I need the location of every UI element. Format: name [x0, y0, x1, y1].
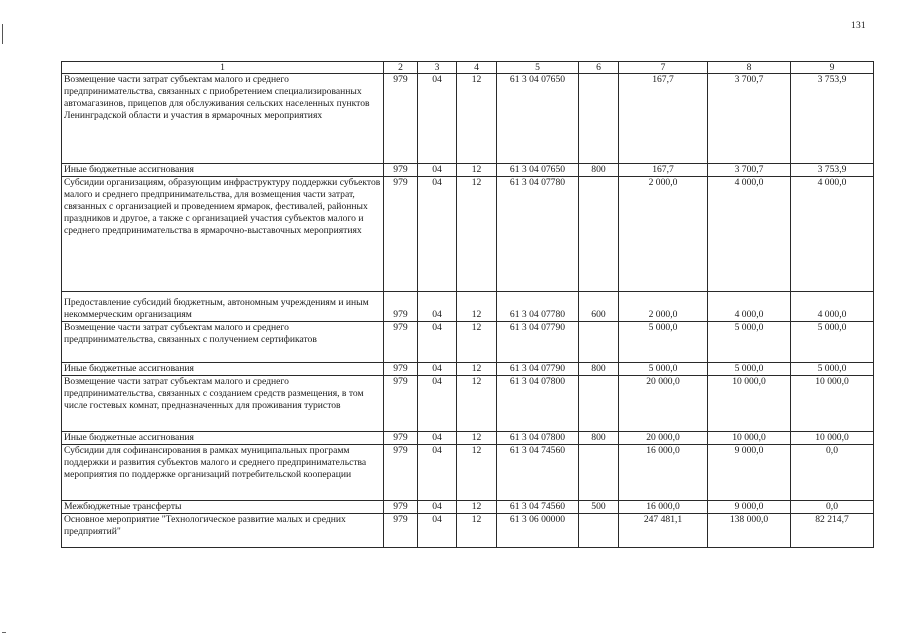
target-article-cell: 61 3 04 07790 — [497, 363, 579, 376]
target-article-cell: 61 3 04 74560 — [497, 445, 579, 501]
section-cell: 04 — [418, 376, 457, 432]
amount-cell: 4 000,0 — [708, 292, 791, 322]
column-header: 6 — [579, 62, 619, 74]
expense-type-cell — [579, 74, 619, 164]
amount-cell: 3 700,7 — [708, 74, 791, 164]
column-header: 9 — [791, 62, 874, 74]
column-header: 5 — [497, 62, 579, 74]
section-cell: 04 — [418, 363, 457, 376]
amount-cell: 10 000,0 — [791, 432, 874, 445]
amount-cell: 10 000,0 — [708, 432, 791, 445]
amount-cell: 4 000,0 — [791, 292, 874, 322]
table-row — [62, 432, 874, 445]
amount-cell: 5 000,0 — [619, 322, 708, 363]
amount-cell: 5 000,0 — [708, 363, 791, 376]
amount-cell: 5 000,0 — [791, 363, 874, 376]
row-name-cell: Субсидии для софинансирования в рамках муниципальных программ поддержки и развития субъектов малого и среднего предпринимательства мероприятия по поддержке организаций потребительской кооперации — [62, 445, 384, 501]
amount-cell: 247 481,1 — [619, 514, 708, 548]
table-row — [62, 292, 874, 322]
amount-cell: 3 700,7 — [708, 164, 791, 177]
subsection-cell: 12 — [457, 445, 497, 501]
scan-edge-mark — [2, 24, 3, 44]
subsection-cell: 12 — [457, 376, 497, 432]
amount-cell: 138 000,0 — [708, 514, 791, 548]
row-name-cell: Возмещение части затрат субъектам малого и среднего предпринимательства, связанных с получением сертификатов — [62, 322, 384, 363]
row-name-cell: Субсидии организациям, образующим инфраструктуру поддержки субъектов малого и среднего предпринимательства, для возмещения части затрат, связанных с организацией и проведением ярмарок, фестивалей, районных праздников и другое, а также с организацией участия субъектов малого и среднего предпринимательства в ярмарочно-выставочных мероприятиях — [62, 177, 384, 292]
amount-cell: 10 000,0 — [708, 376, 791, 432]
amount-cell: 5 000,0 — [619, 363, 708, 376]
admin-code-cell: 979 — [384, 164, 418, 177]
amount-cell: 4 000,0 — [708, 177, 791, 292]
admin-code-cell: 979 — [384, 322, 418, 363]
column-header: 4 — [457, 62, 497, 74]
amount-cell: 82 214,7 — [791, 514, 874, 548]
table-header-row — [62, 62, 874, 74]
subsection-cell: 12 — [457, 322, 497, 363]
amount-cell: 9 000,0 — [708, 501, 791, 514]
admin-code-cell: 979 — [384, 432, 418, 445]
column-header: 7 — [619, 62, 708, 74]
amount-cell: 10 000,0 — [791, 376, 874, 432]
column-header: 3 — [418, 62, 457, 74]
admin-code-cell: 979 — [384, 74, 418, 164]
amount-cell: 167,7 — [619, 74, 708, 164]
target-article-cell: 61 3 04 07780 — [497, 177, 579, 292]
amount-cell: 20 000,0 — [619, 376, 708, 432]
amount-cell: 9 000,0 — [708, 445, 791, 501]
expense-type-cell — [579, 177, 619, 292]
amount-cell: 3 753,9 — [791, 74, 874, 164]
table-row — [62, 177, 874, 292]
column-header: 2 — [384, 62, 418, 74]
expense-type-cell: 800 — [579, 432, 619, 445]
section-cell: 04 — [418, 501, 457, 514]
expense-type-cell: 800 — [579, 164, 619, 177]
section-cell: 04 — [418, 164, 457, 177]
target-article-cell: 61 3 04 07800 — [497, 376, 579, 432]
row-name-cell: Основное мероприятие "Технологическое развитие малых и средних предприятий" — [62, 514, 384, 548]
row-name-cell: Межбюджетные трансферты — [62, 501, 384, 514]
section-cell: 04 — [418, 514, 457, 548]
section-cell: 04 — [418, 322, 457, 363]
amount-cell: 4 000,0 — [791, 177, 874, 292]
amount-cell: 2 000,0 — [619, 177, 708, 292]
table-row — [62, 445, 874, 501]
amount-cell: 16 000,0 — [619, 501, 708, 514]
target-article-cell: 61 3 04 07800 — [497, 432, 579, 445]
admin-code-cell: 979 — [384, 514, 418, 548]
budget-table — [61, 61, 874, 548]
expense-type-cell: 600 — [579, 292, 619, 322]
row-name-cell: Возмещение части затрат субъектам малого и среднего предпринимательства, связанных с созданием средств размещения, в том числе гостевых комнат, предназначенных для проживания туристов — [62, 376, 384, 432]
target-article-cell: 61 3 04 74560 — [497, 501, 579, 514]
row-name-cell: Возмещение части затрат субъектам малого и среднего предпринимательства, связанных с приобретением специализированных автомагазинов, прицепов для обслуживания сельских населенных пунктов Ленинградской области и участия в ярмарочных мероприятиях — [62, 74, 384, 164]
expense-type-cell: 800 — [579, 363, 619, 376]
table-row — [62, 164, 874, 177]
row-name-cell: Предоставление субсидий бюджетным, автономным учреждениям и иным некоммерческим организациям — [62, 292, 384, 322]
section-cell: 04 — [418, 445, 457, 501]
row-name-cell: Иные бюджетные ассигнования — [62, 432, 384, 445]
table-row — [62, 363, 874, 376]
amount-cell: 20 000,0 — [619, 432, 708, 445]
expense-type-cell: 500 — [579, 501, 619, 514]
admin-code-cell: 979 — [384, 445, 418, 501]
subsection-cell: 12 — [457, 363, 497, 376]
target-article-cell: 61 3 04 07650 — [497, 74, 579, 164]
section-cell: 04 — [418, 74, 457, 164]
amount-cell: 0,0 — [791, 501, 874, 514]
amount-cell: 5 000,0 — [791, 322, 874, 363]
section-cell: 04 — [418, 292, 457, 322]
section-cell: 04 — [418, 432, 457, 445]
row-name-cell: Иные бюджетные ассигнования — [62, 363, 384, 376]
table-row — [62, 74, 874, 164]
amount-cell: 3 753,9 — [791, 164, 874, 177]
target-article-cell: 61 3 04 07790 — [497, 322, 579, 363]
amount-cell: 0,0 — [791, 445, 874, 501]
admin-code-cell: 979 — [384, 177, 418, 292]
amount-cell: 2 000,0 — [619, 292, 708, 322]
expense-type-cell — [579, 445, 619, 501]
expense-type-cell — [579, 322, 619, 363]
admin-code-cell: 979 — [384, 501, 418, 514]
subsection-cell: 12 — [457, 514, 497, 548]
subsection-cell: 12 — [457, 74, 497, 164]
amount-cell: 167,7 — [619, 164, 708, 177]
table-row — [62, 501, 874, 514]
amount-cell: 16 000,0 — [619, 445, 708, 501]
amount-cell: 5 000,0 — [708, 322, 791, 363]
page-number: 131 — [851, 21, 866, 31]
scan-edge-mark — [2, 632, 6, 633]
target-article-cell: 61 3 04 07780 — [497, 292, 579, 322]
column-header: 8 — [708, 62, 791, 74]
table-row — [62, 322, 874, 363]
subsection-cell: 12 — [457, 177, 497, 292]
subsection-cell: 12 — [457, 432, 497, 445]
admin-code-cell: 979 — [384, 363, 418, 376]
target-article-cell: 61 3 04 07650 — [497, 164, 579, 177]
table-row — [62, 514, 874, 548]
admin-code-cell: 979 — [384, 292, 418, 322]
subsection-cell: 12 — [457, 292, 497, 322]
subsection-cell: 12 — [457, 164, 497, 177]
subsection-cell: 12 — [457, 501, 497, 514]
row-name-cell: Иные бюджетные ассигнования — [62, 164, 384, 177]
table-row — [62, 376, 874, 432]
expense-type-cell — [579, 514, 619, 548]
admin-code-cell: 979 — [384, 376, 418, 432]
section-cell: 04 — [418, 177, 457, 292]
expense-type-cell — [579, 376, 619, 432]
target-article-cell: 61 3 06 00000 — [497, 514, 579, 548]
column-header: 1 — [62, 62, 384, 74]
